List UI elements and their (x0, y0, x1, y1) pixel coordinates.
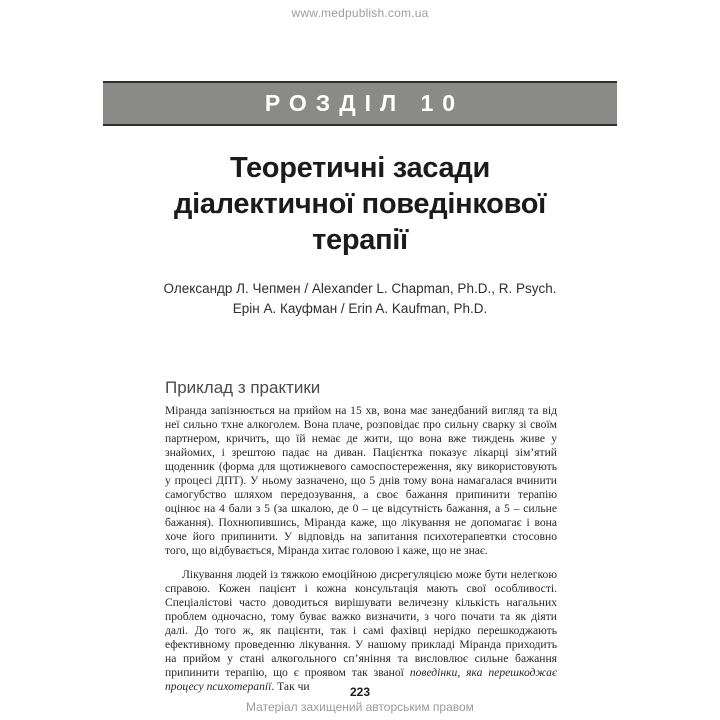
authors (60, 279, 660, 319)
title-line-1: Теоретичні засади (230, 152, 490, 184)
body-paragraph-1: Міранда запізнюється на прийом на 15 хв, вона має занедбаний вигляд та від неї сильно тхне алкоголем. Вона плаче, розповідає про сильну сварку зі своїм партнером, кричить, що їй немає де жити, що вона вже тиждень живе у знайомих, і зрештою падає на диван. Пацієнтка показує лікарці зім’ятий щоденник (форма для щотижневого самоспостереження, яку використовують у процесі ДПТ). У ньому зазначено, що 5 днів тому вона намагалася вчинити самогубство шляхом передозування, а своє бажання припинити терапію оцінює на 4 бали з 5 (за шкалою, де 0 – це відсутність бажання, а 5 – сильне бажання). Похнюпившись, Міранда каже, що лікування не допомагає і вона хоче його припинити. У відповідь на запитання психотерапевтки стосовно того, що відбувається, Міранда хитає головою і каже, що не знає. (165, 404, 557, 557)
section-heading: Приклад з практики (165, 378, 321, 397)
title-line-3: терапії (312, 224, 408, 256)
author-line-2: Ерін А. Кауфман / Erin A. Kaufman, Ph.D. (232, 301, 488, 316)
title-line-2: діалектичної поведінкової (173, 188, 547, 220)
chapter-label: РОЗДІЛ 10 (264, 90, 465, 116)
italic-phrase: поведінки, яка перешкоджає процесу психотерапії (165, 666, 557, 693)
body-paragraph-2 (165, 568, 557, 694)
paragraph-2-tail: . Так чи (271, 680, 310, 693)
chapter-banner (103, 81, 617, 126)
book-title (103, 150, 617, 258)
copyright-notice: Матеріал захищений авторським правом (246, 700, 474, 714)
body-copy (165, 404, 557, 694)
watermark: www.medpublish.com.ua (291, 6, 429, 20)
page-number: 223 (349, 685, 371, 699)
author-line-1: Олександр Л. Чепмен / Alexander L. Chapman, Ph.D., R. Psych. (163, 281, 557, 296)
paragraph-2-lead: Лікування людей із тяжкою емоційною дисрегуляцією може бути нелегкою справою. Кожен пацієнт і кожна консультація мають свої особливості. Спеціалістові часто доводиться вирішувати величезну кількість нагальних проблем одночасно, тому буває важко визначити, з чого почати та як діяти далі. До того ж, як пацієнти, так і самі фахівці нерідко перешкоджають ефективному проведенню лікування. У нашому прикладі Міранда приходить на прийом у стані алкогольного сп’яніння та висловлює сильне бажання припинити терапію, що є проявом так званої (165, 568, 557, 679)
